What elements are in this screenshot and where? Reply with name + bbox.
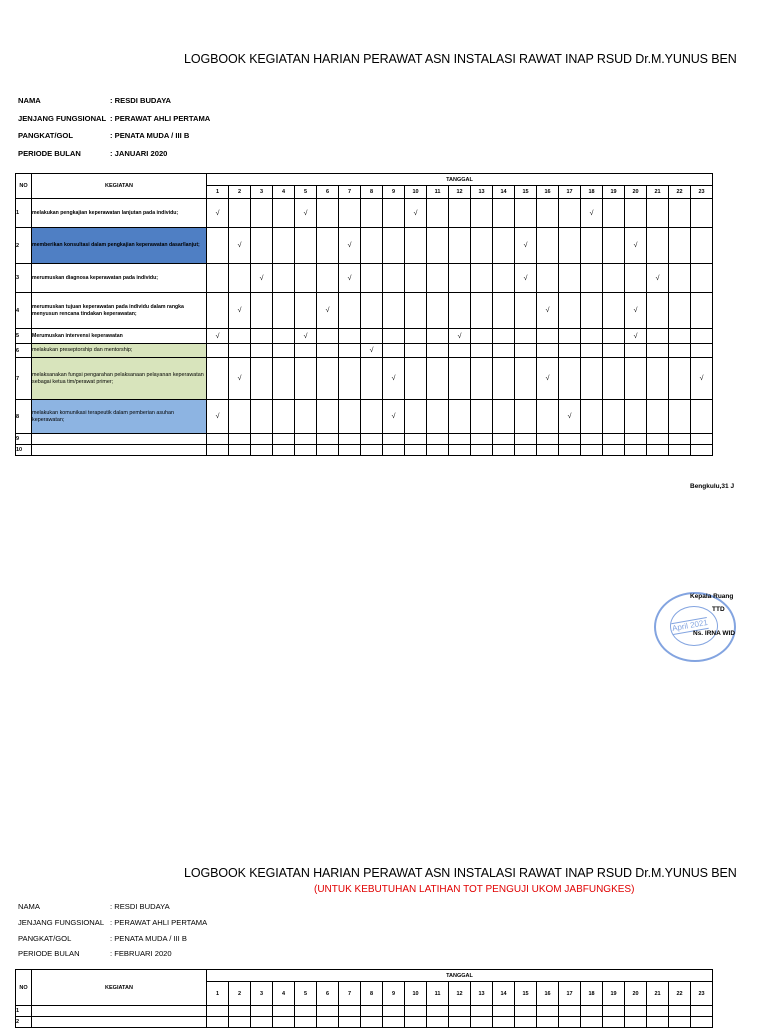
day-cell (361, 1017, 383, 1028)
day-header: 22 (669, 982, 691, 1006)
day-cell (625, 1017, 647, 1028)
day-cell (427, 1006, 449, 1017)
day-header: 14 (493, 186, 515, 199)
day-cell: √ (449, 329, 471, 344)
day-cell: √ (537, 358, 559, 400)
day-header: 1 (207, 186, 229, 199)
day-cell: √ (251, 264, 273, 293)
day-header: 23 (691, 186, 713, 199)
day-cell (427, 1017, 449, 1028)
kegiatan-header: KEGIATAN (32, 174, 207, 199)
day-cell (229, 1017, 251, 1028)
day-cell (493, 1006, 515, 1017)
info-value: : JANUARI 2020 (110, 148, 168, 158)
row-number: 1 (16, 199, 32, 228)
day-cell (691, 1006, 713, 1017)
info-value: : PERAWAT AHLI PERTAMA (110, 113, 211, 123)
day-header: 22 (669, 186, 691, 199)
day-header: 9 (383, 186, 405, 199)
day-cell (251, 1006, 273, 1017)
day-cell: √ (537, 293, 559, 329)
day-cell (317, 1006, 339, 1017)
kegiatan-header: KEGIATAN (32, 970, 207, 1006)
kegiatan-cell: melakukan preseptorship dan mentorship; (32, 344, 207, 358)
day-cell (669, 1017, 691, 1028)
row-number: 10 (16, 445, 32, 456)
day-cell (581, 1006, 603, 1017)
day-header: 10 (405, 186, 427, 199)
day-header: 12 (449, 186, 471, 199)
info-label: JENJANG FUNGSIONAL (18, 113, 107, 123)
day-cell: √ (207, 400, 229, 434)
row-number: 1 (16, 1006, 32, 1017)
day-header: 10 (405, 982, 427, 1006)
day-cell: √ (625, 228, 647, 264)
day-cell (559, 1006, 581, 1017)
no-header: NO (16, 174, 32, 199)
info-label: PERIODE BULAN (18, 148, 81, 158)
day-header: 16 (537, 982, 559, 1006)
kegiatan-cell: melakukan pengkajian keperawatan lanjutan pada individu; (32, 199, 207, 228)
info-label: PERIODE BULAN (18, 949, 80, 959)
day-cell: √ (317, 293, 339, 329)
info-label: PANGKAT/GOL (18, 933, 72, 943)
day-cell (273, 1006, 295, 1017)
day-cell (207, 1017, 229, 1028)
day-cell: √ (383, 400, 405, 434)
day-header: 8 (361, 982, 383, 1006)
row-number: 2 (16, 228, 32, 264)
day-cell (515, 1006, 537, 1017)
row-number: 5 (16, 329, 32, 344)
day-header: 23 (691, 982, 713, 1006)
day-header: 20 (625, 186, 647, 199)
day-cell (603, 1017, 625, 1028)
day-header: 11 (427, 186, 449, 199)
day-cell: √ (207, 199, 229, 228)
day-header: 20 (625, 982, 647, 1006)
day-cell: √ (339, 264, 361, 293)
row-number: 7 (16, 358, 32, 400)
row-number: 6 (16, 344, 32, 358)
no-header: NO (16, 970, 32, 1006)
table-row (16, 1006, 713, 1017)
day-cell (361, 1006, 383, 1017)
day-header: 15 (515, 186, 537, 199)
row-number: 3 (16, 264, 32, 293)
day-cell (383, 1017, 405, 1028)
info-value: : PENATA MUDA / III B (110, 933, 187, 943)
day-header: 21 (647, 186, 669, 199)
day-cell (537, 1017, 559, 1028)
kegiatan-cell (32, 1017, 207, 1028)
kegiatan-cell: melakukan komunikasi terapeutik dalam pemberian asuhan keperawatan; (32, 400, 207, 434)
day-header: 6 (317, 186, 339, 199)
day-header: 7 (339, 982, 361, 1006)
day-header: 9 (383, 982, 405, 1006)
day-header: 13 (471, 186, 493, 199)
info-value: : RESDI BUDAYA (110, 902, 170, 911)
day-header: 13 (471, 982, 493, 1006)
signer-name: Ns. IRNA WID (693, 630, 736, 637)
day-header: 19 (603, 186, 625, 199)
day-header: 21 (647, 982, 669, 1006)
day-header: 7 (339, 186, 361, 199)
info-label: NAMA (18, 902, 40, 911)
place-date: Bengkulu,31 J (690, 483, 735, 490)
day-header: 17 (559, 186, 581, 199)
tanggal-header: TANGGAL (207, 970, 713, 982)
day-cell: √ (295, 199, 317, 228)
day-cell (295, 1017, 317, 1028)
signer-role: Kepala Ruang (690, 593, 734, 600)
day-cell (471, 1017, 493, 1028)
day-cell: √ (229, 293, 251, 329)
day-cell: √ (405, 199, 427, 228)
day-header: 16 (537, 186, 559, 199)
day-cell: √ (383, 358, 405, 400)
day-cell: √ (229, 358, 251, 400)
day-cell: √ (295, 329, 317, 344)
day-cell (603, 1006, 625, 1017)
day-cell (493, 1017, 515, 1028)
day-header: 18 (581, 982, 603, 1006)
day-cell (229, 1006, 251, 1017)
day-header: 3 (251, 186, 273, 199)
day-header: 14 (493, 982, 515, 1006)
day-header: 4 (273, 186, 295, 199)
day-header: 1 (207, 982, 229, 1006)
info-value: : RESDI BUDAYA (110, 96, 172, 105)
activity-table-2 (15, 969, 713, 1028)
info-label: PANGKAT/GOL (18, 131, 73, 140)
kegiatan-cell: memberikan konsultasi dalam pengkajian keperawatan dasar/lanjut; (32, 228, 207, 264)
day-cell (295, 1006, 317, 1017)
kegiatan-cell: merumuskan tujuan keperawatan pada individu dalam rangka menyusun rencana tindakan keperawatan; (32, 293, 207, 329)
kegiatan-cell: melaksanakan fungsi pengarahan pelaksanaan pelayanan keperawatan sebagai ketua tim/perawat primer; (32, 358, 207, 400)
day-cell (625, 1006, 647, 1017)
day-cell (317, 1017, 339, 1028)
row-number: 2 (16, 1017, 32, 1028)
activity-rows-2 (16, 1006, 713, 1028)
day-cell: √ (229, 228, 251, 264)
day-cell: √ (207, 329, 229, 344)
day-header: 8 (361, 186, 383, 199)
day-header: 11 (427, 982, 449, 1006)
info-value: : FEBRUARI 2020 (110, 949, 172, 959)
day-header: 18 (581, 186, 603, 199)
day-header: 19 (603, 982, 625, 1006)
day-header: 2 (229, 186, 251, 199)
table-row (16, 1017, 713, 1028)
info-value: : PENATA MUDA / III B (110, 131, 190, 140)
day-cell: √ (691, 358, 713, 400)
day-cell: √ (515, 228, 537, 264)
day-cell (339, 1006, 361, 1017)
day-cell: √ (559, 400, 581, 434)
day-header: 17 (559, 982, 581, 1006)
day-cell (647, 1006, 669, 1017)
row-number: 4 (16, 293, 32, 329)
day-cell (207, 1006, 229, 1017)
row-number: 8 (16, 400, 32, 434)
logbook-title-2: LOGBOOK KEGIATAN HARIAN PERAWAT ASN INSTALASI RAWAT INAP RSUD Dr.M.YUNUS BEN (184, 866, 737, 880)
day-cell (669, 1006, 691, 1017)
info-label: JENJANG FUNGSIONAL (18, 917, 105, 927)
row-number: 9 (16, 434, 32, 445)
day-header: 6 (317, 982, 339, 1006)
day-cell (559, 1017, 581, 1028)
day-cell (691, 1017, 713, 1028)
kegiatan-cell (32, 1006, 207, 1017)
day-cell (405, 1017, 427, 1028)
day-cell (339, 1017, 361, 1028)
day-cell (581, 1017, 603, 1028)
info-value: : PERAWAT AHLI PERTAMA (110, 917, 208, 927)
day-cell (449, 1017, 471, 1028)
day-cell (251, 1017, 273, 1028)
day-header: 3 (251, 982, 273, 1006)
day-cell (647, 1017, 669, 1028)
day-cell (471, 1006, 493, 1017)
day-cell: √ (625, 293, 647, 329)
day-cell (537, 1006, 559, 1017)
day-cell: √ (625, 329, 647, 344)
day-header: 5 (295, 186, 317, 199)
info-label: NAMA (18, 96, 41, 105)
day-cell (273, 1017, 295, 1028)
day-header: 2 (229, 982, 251, 1006)
day-header: 15 (515, 982, 537, 1006)
kegiatan-cell: merumuskan diagnosa keperawatan pada individu; (32, 264, 207, 293)
day-header: 5 (295, 982, 317, 1006)
day-cell (515, 1017, 537, 1028)
kegiatan-cell: Merumuskan intervensi keperawatan (32, 329, 207, 344)
day-cell: √ (515, 264, 537, 293)
logbook-subtitle: (UNTUK KEBUTUHAN LATIHAN TOT PENGUJI UKOM JABFUNGKES) (314, 884, 635, 895)
day-cell: √ (361, 344, 383, 358)
day-cell: √ (339, 228, 361, 264)
signature-ttd: TTD (712, 606, 725, 613)
day-header: 4 (273, 982, 295, 1006)
day-cell: √ (581, 199, 603, 228)
day-cell: √ (647, 264, 669, 293)
tanggal-header: TANGGAL (207, 174, 713, 186)
day-cell (383, 1006, 405, 1017)
stamp-date: April 2021 (671, 617, 709, 634)
day-header: 12 (449, 982, 471, 1006)
day-cell (405, 1006, 427, 1017)
logbook-title: LOGBOOK KEGIATAN HARIAN PERAWAT ASN INSTALASI RAWAT INAP RSUD Dr.M.YUNUS BEN (184, 52, 737, 66)
day-cell (449, 1006, 471, 1017)
